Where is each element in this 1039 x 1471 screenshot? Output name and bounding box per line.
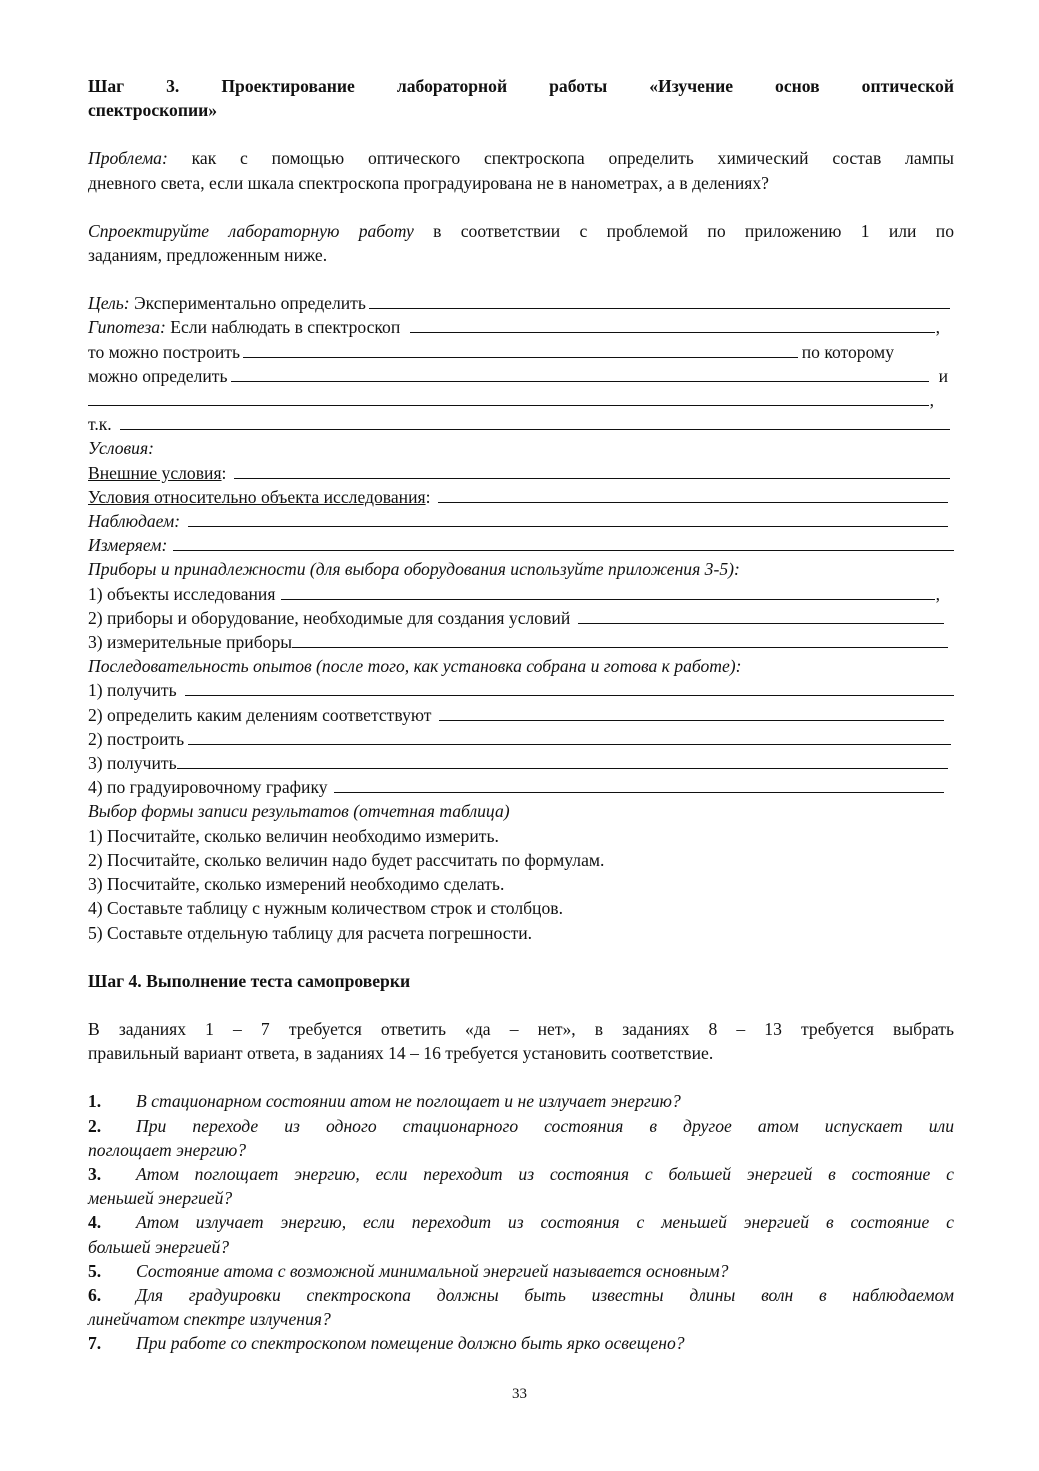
seq3-blank[interactable] xyxy=(188,729,951,745)
seq5-blank[interactable] xyxy=(334,777,944,793)
design-line1 xyxy=(88,219,954,243)
device2-text: 2) приборы и оборудование, необходимые для создания условий xyxy=(88,607,571,628)
problem-label: Проблема: xyxy=(88,148,168,169)
object-label: Условия относительно объекта исследования xyxy=(88,486,426,507)
goal-label: Цель: xyxy=(88,293,130,314)
tk-row xyxy=(88,412,954,436)
device3-blank[interactable] xyxy=(292,632,948,648)
measure-row xyxy=(88,533,954,557)
design-italic: Спроектируйте лабораторную работу xyxy=(88,220,414,241)
observe-row xyxy=(88,509,954,533)
question-continuation: большей энергией? xyxy=(88,1236,230,1257)
external-label: Внешние условия xyxy=(88,462,222,483)
form-item: 2) Посчитайте, сколько величин надо будет рассчитать по формулам. xyxy=(88,849,605,870)
device1-row xyxy=(88,582,954,606)
object-colon: : xyxy=(425,486,431,507)
devices-label: Приборы и принадлежности (для выбора оборудования используйте приложения 3-5): xyxy=(88,559,740,580)
form-item: 1) Посчитайте, сколько величин необходимо измерить. xyxy=(88,825,499,846)
external-colon: : xyxy=(221,462,227,483)
question-5 xyxy=(88,1259,954,1283)
determine-suffix: и xyxy=(938,365,948,386)
problem-text1: как с помощью оптического спектроскопа определить химический состав лампы xyxy=(167,148,954,169)
build-row xyxy=(88,340,954,364)
build-text: то можно построить xyxy=(88,341,240,362)
question-number: 6. xyxy=(88,1284,102,1305)
conditions-label: Условия: xyxy=(88,438,154,459)
seq1-blank[interactable] xyxy=(185,680,954,696)
question-text: При работе со спектроскопом помещение должно быть ярко освещено? xyxy=(136,1333,685,1354)
determine-text: можно определить xyxy=(88,365,228,386)
seq2-text: 2) определить каким делениям соответствуют xyxy=(88,704,432,725)
blank-end: , xyxy=(929,390,934,411)
full-blank[interactable] xyxy=(88,390,929,406)
problem-text2: дневного света, если шкала спектроскопа проградуирована не в нанометрах, а в делениях? xyxy=(88,172,769,193)
question-continuation: меньшей энергией? xyxy=(88,1188,233,1209)
observe-label: Наблюдаем: xyxy=(88,511,181,532)
page-number: 33 xyxy=(512,1386,527,1402)
design-text2: заданиям, предложенным ниже. xyxy=(88,245,328,266)
device2-row xyxy=(88,606,954,630)
device3-text: 3) измерительные приборы xyxy=(88,632,293,653)
goal-text: Экспериментально определить xyxy=(129,293,366,314)
form-item: 5) Составьте отдельную таблицу для расчета погрешности. xyxy=(88,922,533,943)
device3-row xyxy=(88,630,954,654)
seq1-text: 1) получить xyxy=(88,680,177,701)
question-text: При переходе из одного стационарного состояния в другое атом испускает или xyxy=(136,1115,954,1136)
seq4-text: 3) получить xyxy=(88,753,177,774)
question-number: 7. xyxy=(88,1333,102,1354)
goal-row xyxy=(88,291,954,315)
seq4-blank[interactable] xyxy=(177,753,948,769)
question-number: 3. xyxy=(88,1163,102,1184)
observe-blank[interactable] xyxy=(188,511,948,527)
question-number: 5. xyxy=(88,1260,102,1281)
external-row xyxy=(88,461,954,485)
step3-title-line1: Шаг 3. Проектирование лабораторной работы «Изучение основ оптической xyxy=(88,76,954,96)
form-item: 4) Составьте таблицу с нужным количеством строк и столбцов. xyxy=(88,898,563,919)
seq2-blank[interactable] xyxy=(439,705,944,721)
build-blank[interactable] xyxy=(243,342,798,358)
hypothesis-row xyxy=(88,315,954,339)
question-3 xyxy=(88,1162,954,1186)
problem-line1 xyxy=(88,146,954,170)
measure-blank[interactable] xyxy=(173,535,954,551)
object-blank[interactable] xyxy=(438,487,948,503)
question-text: Атом излучает энергию, если переходит из состояния с меньшей энергией в состояние с xyxy=(136,1212,954,1233)
form-label: Выбор формы записи результатов (отчетная таблица) xyxy=(88,801,510,822)
hypothesis-end: , xyxy=(935,317,940,338)
step3-title-line2: спектроскопии» xyxy=(88,100,218,121)
document-page xyxy=(88,74,954,1356)
question-text: Атом поглощает энергию, если переходит из состояния с большей энергией в состояние с xyxy=(136,1163,954,1184)
question-2 xyxy=(88,1114,954,1138)
determine-row xyxy=(88,364,954,388)
sequence-label: Последовательность опытов (после того, как установка собрана и готова к работе): xyxy=(88,656,742,677)
seq2-row xyxy=(88,703,954,727)
seq5-text: 4) по градуировочному графику xyxy=(88,777,328,798)
step4-title: Шаг 4. Выполнение теста самопроверки xyxy=(88,970,411,991)
question-number: 1. xyxy=(88,1091,102,1112)
device1-text: 1) объекты исследования xyxy=(88,583,276,604)
tk-text: т.к. xyxy=(88,414,112,435)
seq5-row xyxy=(88,775,954,799)
question-continuation: поглощает энергию? xyxy=(88,1139,247,1160)
device1-blank[interactable] xyxy=(281,584,934,600)
question-6 xyxy=(88,1283,954,1307)
question-number: 4. xyxy=(88,1212,102,1233)
question-continuation: линейчатом спектре излучения? xyxy=(88,1309,331,1330)
question-text: Для градуировки спектроскопа должны быть известны длины волн в наблюдаемом xyxy=(136,1284,954,1305)
hypothesis-label: Гипотеза: xyxy=(88,317,166,338)
blank-row xyxy=(88,388,954,412)
step4-intro-line2: правильный вариант ответа, в заданиях 14 – 16 требуется установить соответствие. xyxy=(88,1043,714,1064)
form-item: 3) Посчитайте, сколько измерений необходимо сделать. xyxy=(88,874,505,895)
hypothesis-blank[interactable] xyxy=(410,317,934,333)
measure-label: Измеряем: xyxy=(88,535,168,556)
question-4 xyxy=(88,1210,954,1234)
seq4-row xyxy=(88,751,954,775)
tk-blank[interactable] xyxy=(120,414,950,430)
device1-end: , xyxy=(935,583,940,604)
question-text: Состояние атома с возможной минимальной энергией называется основным? xyxy=(136,1260,729,1281)
build-suffix: по которому xyxy=(801,341,894,362)
seq3-text: 2) построить xyxy=(88,728,185,749)
seq3-row xyxy=(88,727,954,751)
seq1-row xyxy=(88,678,954,702)
step4-intro-line1: В заданиях 1 – 7 требуется ответить «да – нет», в заданиях 8 – 13 требуется выбрать xyxy=(88,1018,954,1039)
goal-blank[interactable] xyxy=(369,293,950,309)
question-1 xyxy=(88,1089,954,1113)
external-blank[interactable] xyxy=(234,463,950,479)
hypothesis-text: Если наблюдать в спектроскоп xyxy=(165,317,401,338)
determine-blank[interactable] xyxy=(231,366,929,382)
question-number: 2. xyxy=(88,1115,102,1136)
design-text1: в соответствии с проблемой по приложению 1 или по xyxy=(413,220,954,241)
device2-blank[interactable] xyxy=(578,608,944,624)
object-row xyxy=(88,485,954,509)
question-text: В стационарном состоянии атом не поглощает и не излучает энергию? xyxy=(136,1091,681,1112)
question-7 xyxy=(88,1331,954,1355)
